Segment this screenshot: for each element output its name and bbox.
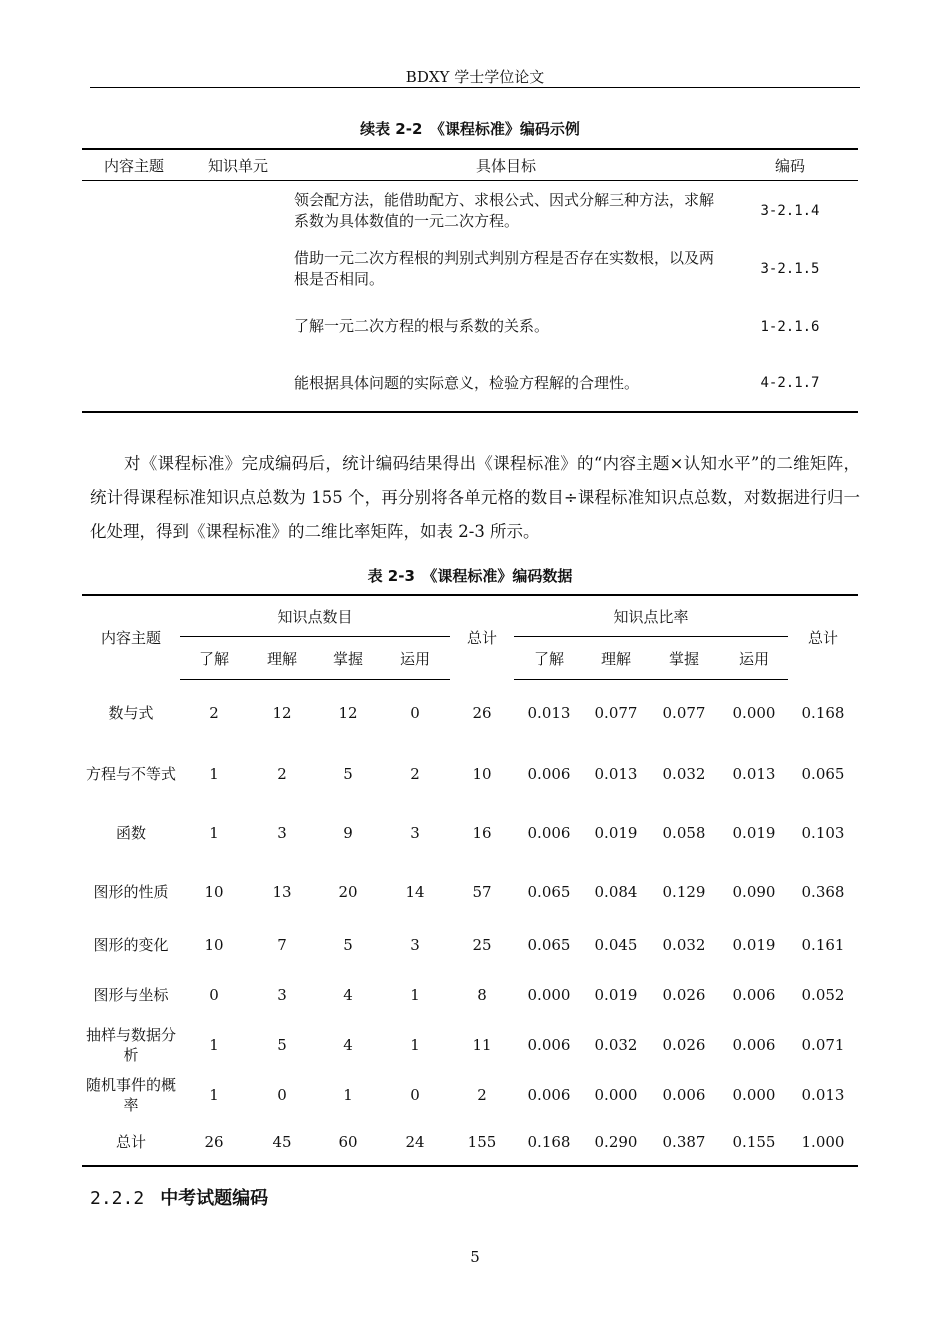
- cell-ratio: 0.065: [527, 935, 571, 954]
- table-row: [82, 746, 858, 802]
- col-header-code: 编码: [722, 149, 858, 181]
- cell-goal: 了解一元二次方程的根与系数的关系。: [294, 317, 550, 335]
- table-row: [82, 241, 858, 298]
- cell-count: 14: [405, 882, 425, 901]
- cell-ratio: 0.387: [662, 1133, 706, 1151]
- cell-ratio-total: 0.013: [801, 1085, 845, 1104]
- col-header-level: 理解: [584, 637, 648, 680]
- section-heading: [90, 1184, 268, 1210]
- cell-ratio-total: 0.052: [801, 985, 845, 1004]
- table-row: [82, 1020, 858, 1070]
- cell-ratio: 0.026: [662, 1035, 706, 1054]
- cell-count: 10: [204, 882, 224, 901]
- cell-count: 2: [410, 764, 420, 783]
- cell-ratio: 0.006: [527, 1085, 571, 1104]
- cell-goal: 领会配方法，能借助配方、求根公式、因式分解三种方法，求解系数为具体数值的一元二次方程。: [294, 190, 715, 230]
- cell-count: 0: [209, 985, 219, 1004]
- cell-unit: [186, 356, 290, 412]
- col-header-topic: 内容主题: [82, 149, 186, 181]
- cell-ratio-total: 0.368: [801, 882, 845, 901]
- cell-count: 0: [410, 1085, 420, 1104]
- col-group-count: 知识点数目: [180, 595, 450, 637]
- section-number: 2.2.2: [90, 1188, 145, 1209]
- cell-count-total: 16: [472, 823, 492, 842]
- cell-count: 3: [277, 823, 287, 842]
- cell-count: 13: [272, 882, 292, 901]
- cell-unit: [186, 298, 290, 356]
- row-topic: 图形的性质: [93, 882, 169, 901]
- cell-ratio: 0.168: [527, 1133, 571, 1151]
- row-topic: 图形与坐标: [93, 985, 169, 1004]
- cell-unit: [186, 181, 290, 241]
- cell-ratio-total: 1.000: [801, 1133, 845, 1151]
- col-header-level: 了解: [180, 637, 248, 680]
- cell-ratio: 0.013: [527, 703, 571, 722]
- cell-count-total: 11: [472, 1035, 492, 1054]
- cell-count-total: 26: [472, 703, 492, 722]
- table-row: [82, 920, 858, 970]
- cell-count-total: 10: [472, 764, 492, 783]
- cell-ratio: 0.000: [527, 985, 571, 1004]
- body-paragraph: 对《课程标准》完成编码后，统计编码结果得出《课程标准》的“内容主题×认知水平”的二维矩阵，统计得课程标准知识点总数为 155 个，再分别将各单元格的数目÷课程标准知识点总数，对数据进行归一化处理，得到《课程标准》的二维比率矩阵，如表 2-3 所示。: [90, 454, 860, 541]
- col-header-topic: 内容主题: [100, 629, 161, 648]
- cell-count: 1: [209, 1085, 219, 1104]
- col-header-level: 运用: [720, 637, 788, 680]
- table-row: [82, 802, 858, 864]
- cell-count: 1: [209, 764, 219, 783]
- table-row: [82, 864, 858, 920]
- cell-count: 5: [343, 935, 353, 954]
- cell-count: 3: [277, 985, 287, 1004]
- cell-count: 1: [209, 823, 219, 842]
- table-row: [82, 1120, 858, 1166]
- row-topic: 随机事件的概率: [85, 1075, 176, 1114]
- table-row: [82, 356, 858, 412]
- header-rule: [90, 87, 860, 88]
- col-header-unit: 知识单元: [186, 149, 290, 181]
- cell-topic: [82, 241, 186, 298]
- cell-count-total: 57: [472, 882, 492, 901]
- cell-ratio: 0.019: [732, 935, 776, 954]
- cell-ratio-total: 0.103: [801, 823, 845, 842]
- col-header-level: 掌握: [648, 637, 720, 680]
- cell-code: 1-2.1.6: [760, 318, 820, 335]
- cell-ratio-total: 0.065: [801, 764, 845, 783]
- table-2-3: [82, 594, 858, 1167]
- page-number: 5: [470, 1248, 480, 1266]
- cell-count: 1: [343, 1085, 353, 1104]
- cell-ratio: 0.006: [662, 1085, 706, 1104]
- cell-topic: [82, 298, 186, 356]
- cell-count-total: 155: [467, 1133, 497, 1151]
- cell-count: 3: [410, 823, 420, 842]
- table-row: [82, 181, 858, 241]
- col-header-goal: 具体目标: [290, 149, 722, 181]
- cell-count: 4: [343, 1035, 353, 1054]
- cell-topic: [82, 181, 186, 241]
- table-row: [82, 298, 858, 356]
- cell-ratio: 0.155: [732, 1133, 776, 1151]
- cell-ratio-total: 0.168: [801, 703, 845, 722]
- cell-ratio: 0.019: [732, 823, 776, 842]
- cell-count: 10: [204, 935, 224, 954]
- cell-count: 26: [204, 1133, 224, 1151]
- cell-count: 24: [405, 1133, 425, 1151]
- cell-unit: [186, 241, 290, 298]
- cell-count: 9: [343, 823, 353, 842]
- cell-count: 1: [410, 1035, 420, 1054]
- cell-count: 2: [277, 764, 287, 783]
- cell-ratio: 0.026: [662, 985, 706, 1004]
- cell-ratio: 0.077: [594, 703, 638, 722]
- cell-ratio: 0.032: [662, 764, 706, 783]
- row-topic: 抽样与数据分析: [85, 1025, 176, 1064]
- cell-code: 3-2.1.4: [760, 202, 820, 219]
- cell-topic: [82, 356, 186, 412]
- cell-ratio: 0.019: [594, 985, 638, 1004]
- cell-ratio: 0.019: [594, 823, 638, 842]
- cell-ratio-total: 0.071: [801, 1035, 845, 1054]
- cell-count-total: 8: [477, 985, 487, 1004]
- row-topic: 函数: [115, 823, 146, 842]
- cell-ratio: 0.006: [732, 985, 776, 1004]
- cell-count: 1: [209, 1035, 219, 1054]
- cell-ratio: 0.013: [732, 764, 776, 783]
- col-header-level: 了解: [514, 637, 584, 680]
- cell-count: 60: [338, 1133, 358, 1151]
- cell-count: 45: [272, 1133, 292, 1151]
- cell-ratio: 0.084: [594, 882, 638, 901]
- cell-code: 3-2.1.5: [760, 261, 820, 277]
- cell-count: 5: [277, 1035, 287, 1054]
- table-2-2-caption: 续表 2-2 《课程标准》编码示例: [360, 120, 580, 138]
- cell-ratio: 0.006: [527, 1035, 571, 1054]
- cell-count: 0: [277, 1085, 287, 1104]
- cell-count: 0: [410, 703, 420, 722]
- cell-ratio: 0.006: [732, 1035, 776, 1054]
- cell-count: 5: [343, 764, 353, 783]
- row-topic: 方程与不等式: [85, 764, 176, 783]
- row-topic: 图形的变化: [93, 935, 169, 954]
- cell-ratio: 0.045: [594, 935, 638, 954]
- cell-count: 20: [338, 882, 358, 901]
- cell-count-total: 25: [472, 935, 492, 954]
- cell-ratio: 0.090: [732, 882, 776, 901]
- cell-ratio: 0.006: [527, 764, 571, 783]
- cell-ratio: 0.065: [527, 882, 571, 901]
- table-row: [82, 680, 858, 746]
- cell-count-total: 2: [477, 1085, 487, 1104]
- table-row: [82, 970, 858, 1020]
- cell-goal: 借助一元二次方程根的判别式判别方程是否存在实数根，以及两根是否相同。: [294, 249, 715, 288]
- row-topic: 总计: [115, 1133, 146, 1151]
- col-header-level: 运用: [380, 637, 450, 680]
- cell-count: 3: [410, 935, 420, 954]
- table-2-2: [82, 148, 858, 413]
- col-group-ratio: 知识点比率: [514, 595, 788, 637]
- cell-ratio: 0.013: [594, 764, 638, 783]
- cell-ratio: 0.290: [594, 1133, 638, 1151]
- cell-ratio: 0.032: [662, 935, 706, 954]
- cell-ratio: 0.000: [732, 703, 776, 722]
- table-2-3-caption: 表 2-3 《课程标准》编码数据: [367, 567, 573, 585]
- cell-count: 2: [209, 703, 219, 722]
- col-header-count-total: 总计: [466, 629, 497, 648]
- cell-ratio: 0.058: [662, 823, 706, 842]
- cell-ratio: 0.000: [732, 1085, 776, 1104]
- cell-count: 12: [272, 703, 292, 722]
- row-topic: 数与式: [108, 703, 154, 722]
- section-title: 中考试题编码: [160, 1188, 269, 1209]
- cell-goal: 能根据具体问题的实际意义，检验方程解的合理性。: [294, 373, 640, 392]
- col-header-level: 理解: [248, 637, 316, 680]
- cell-ratio: 0.077: [662, 703, 706, 722]
- cell-ratio: 0.032: [594, 1035, 638, 1054]
- cell-ratio: 0.000: [594, 1085, 638, 1104]
- col-header-ratio-total: 总计: [807, 629, 838, 648]
- cell-ratio: 0.129: [662, 882, 706, 901]
- cell-count: 7: [277, 935, 287, 954]
- cell-ratio: 0.006: [527, 823, 571, 842]
- table-row: [82, 1070, 858, 1120]
- cell-count: 12: [338, 703, 358, 722]
- cell-ratio-total: 0.161: [801, 935, 845, 954]
- cell-count: 4: [343, 985, 353, 1004]
- running-header: BDXY 学士学位论文: [405, 68, 545, 86]
- cell-code: 4-2.1.7: [760, 375, 820, 391]
- col-header-level: 掌握: [316, 637, 380, 680]
- cell-count: 1: [410, 985, 420, 1004]
